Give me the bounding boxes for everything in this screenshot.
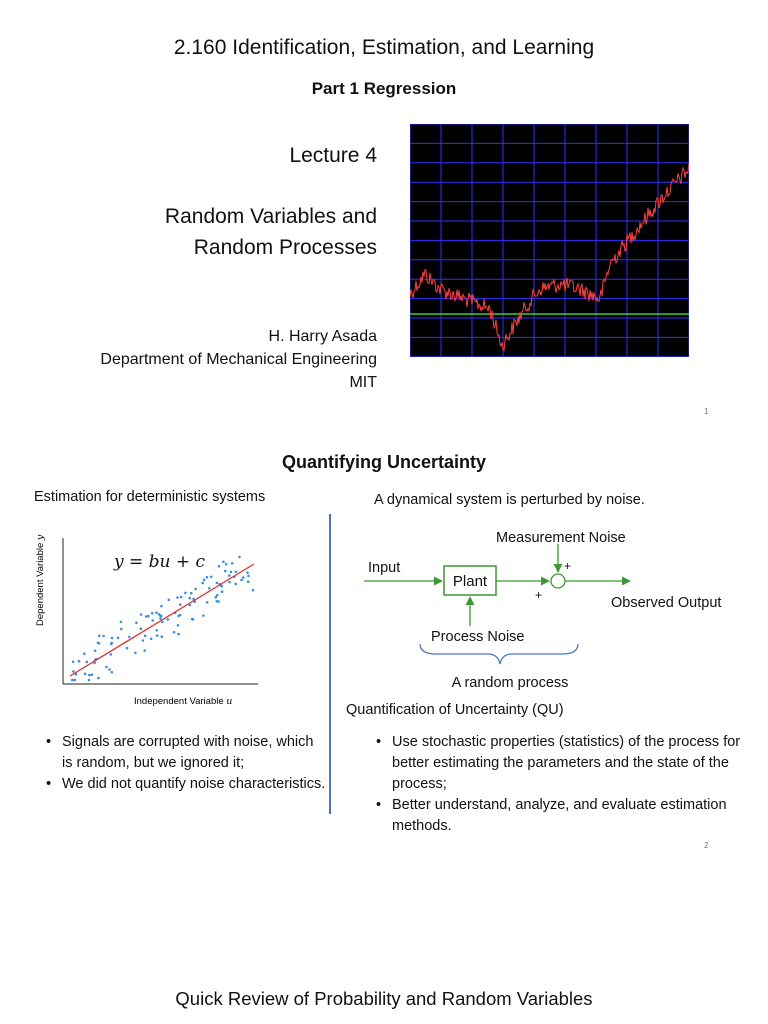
scatter-point	[206, 576, 209, 579]
scatter-point	[71, 679, 74, 682]
scatter-point	[210, 576, 213, 579]
scatter-xlabel: Independent Variable u	[134, 696, 233, 707]
regression-line	[70, 564, 254, 676]
scatter-point	[156, 634, 159, 637]
right-bullet-list	[374, 732, 744, 837]
scatter-point	[83, 653, 86, 656]
scatter-point	[238, 556, 241, 559]
scatter-point	[151, 612, 154, 615]
scatter-point	[180, 596, 183, 599]
process-noise-label: Process Noise	[431, 629, 525, 645]
slide1-page-number: 1	[704, 407, 709, 416]
scatter-point	[216, 582, 219, 585]
slide1-part-label: Part 1 Regression	[311, 79, 457, 98]
scatter-point	[86, 661, 89, 664]
scatter-point	[224, 570, 227, 573]
scatter-point	[246, 571, 249, 574]
scatter-point	[111, 642, 114, 645]
scatter-point	[117, 637, 120, 640]
regression-equation: y = bu + c	[114, 552, 206, 572]
scatter-point	[167, 618, 170, 621]
scatter-point	[140, 627, 143, 630]
scatter-point	[240, 579, 243, 582]
scatter-point	[179, 603, 182, 606]
scatter-point	[159, 617, 162, 620]
plant-label: Plant	[452, 573, 488, 590]
scatter-point	[111, 671, 114, 674]
scatter-point	[190, 592, 193, 595]
scatter-point	[252, 589, 255, 592]
author-block	[100, 325, 377, 394]
observed-output-label: Observed Output	[611, 595, 722, 611]
lecture-subtitle-line1: Random Variables and	[164, 205, 377, 228]
scatter-point	[91, 673, 94, 676]
scatter-point	[126, 647, 129, 650]
scatter-point	[168, 599, 171, 602]
scatter-point	[202, 582, 205, 585]
scatter-point	[179, 614, 182, 617]
scatter-point	[247, 575, 250, 578]
scatter-point	[203, 579, 206, 582]
scatter-point	[173, 631, 176, 634]
qu-heading: Quantification of Uncertainty (QU)	[346, 702, 564, 718]
scatter-point	[105, 666, 108, 669]
scatter-point	[135, 622, 138, 625]
plus-sign-top: +	[564, 559, 572, 573]
scatter-point	[150, 638, 153, 641]
scatter-point	[160, 605, 163, 608]
scatter-point	[134, 652, 137, 655]
input-label: Input	[368, 560, 401, 576]
slide2-page-number: 2	[704, 841, 709, 850]
scatter-point	[84, 673, 87, 676]
scatter-point	[184, 592, 187, 595]
scatter-point	[155, 611, 158, 614]
random-process-label: A random process	[451, 675, 569, 691]
left-bullet-2: • We did not quantify noise characteristics.	[62, 774, 326, 795]
scatter-point	[191, 618, 194, 621]
scatter-point	[88, 679, 91, 682]
scatter-point	[176, 596, 179, 599]
scatter-point	[242, 576, 245, 579]
scatter-point	[128, 636, 131, 639]
scatter-point	[177, 624, 180, 627]
scatter-point	[155, 629, 158, 632]
scatter-point	[222, 561, 225, 564]
scatter-point	[218, 565, 221, 568]
scatter-point	[151, 619, 154, 622]
scatter-point	[225, 563, 228, 566]
scatter-point	[221, 590, 224, 593]
left-heading: Estimation for deterministic systems	[34, 489, 266, 505]
scatter-point	[145, 615, 148, 618]
scatter-point	[234, 583, 237, 586]
scatter-point	[120, 628, 123, 631]
scatter-point	[98, 635, 101, 638]
author-institution: MIT	[349, 374, 377, 391]
scatter-point	[97, 677, 100, 680]
scatter-point	[72, 661, 75, 664]
scatter-point	[142, 639, 145, 642]
left-bullet-1: • Signals are corrupted with noise, which is random, but we ignored it;	[62, 732, 326, 774]
scatter-point	[160, 615, 163, 618]
scatter-point	[143, 649, 146, 652]
right-bullet-1: • Use stochastic properties (statistics) of the process for better estimating the parameters and the state of the process;	[392, 732, 744, 795]
scatter-point	[120, 621, 123, 624]
slide2-title: Quantifying Uncertainty	[281, 452, 487, 472]
scatter-point	[231, 562, 234, 565]
slide1-title: 2.160 Identification, Estimation, and Learning	[173, 36, 595, 59]
lecture-subtitle-line2: Random Processes	[193, 236, 377, 259]
scatter-point	[102, 635, 105, 638]
scatter-point	[72, 670, 75, 673]
column-divider	[329, 514, 331, 814]
scatter-point	[108, 668, 111, 671]
measurement-noise-label: Measurement Noise	[496, 530, 626, 546]
scatter-point	[94, 650, 97, 653]
scatter-point	[208, 587, 211, 590]
random-process-brace	[420, 644, 578, 664]
scatter-point	[110, 653, 113, 656]
scatter-point	[98, 642, 101, 645]
plus-sign-left: +	[535, 588, 543, 602]
scatter-point	[247, 580, 250, 583]
scatter-point	[161, 635, 164, 638]
scatter-point	[78, 660, 81, 663]
random-process-plot	[410, 124, 689, 357]
left-bullet-list	[44, 732, 326, 795]
scatter-point	[228, 574, 231, 577]
lecture-subtitle	[165, 201, 377, 263]
author-name: H. Harry Asada	[268, 328, 377, 345]
slide3-title: Quick Review of Probability and Random Variables	[175, 988, 593, 1009]
scatter-point	[177, 633, 180, 636]
right-bullet-2: • Better understand, analyze, and evaluate estimation methods.	[392, 795, 744, 837]
scatter-point	[230, 571, 233, 574]
scatter-point	[202, 614, 205, 617]
scatter-point	[215, 596, 218, 599]
summing-junction	[551, 574, 565, 588]
scatter-point	[206, 601, 209, 604]
scatter-point	[188, 597, 191, 600]
scatter-point	[217, 600, 220, 603]
scatter-point	[235, 571, 238, 574]
noise-block-diagram	[340, 522, 750, 700]
scatter-points	[71, 556, 254, 682]
scatter-point	[111, 637, 114, 640]
author-department: Department of Mechanical Engineering	[100, 351, 377, 368]
scatter-point	[228, 581, 231, 584]
scatter-point	[144, 634, 147, 637]
lecture-number: Lecture 4	[289, 144, 377, 167]
scatter-point	[194, 588, 197, 591]
scatter-point	[88, 674, 91, 677]
scatter-point	[140, 613, 143, 616]
scatter-ylabel: Dependent Variable y	[35, 534, 46, 626]
right-heading: A dynamical system is perturbed by noise.	[374, 492, 645, 508]
